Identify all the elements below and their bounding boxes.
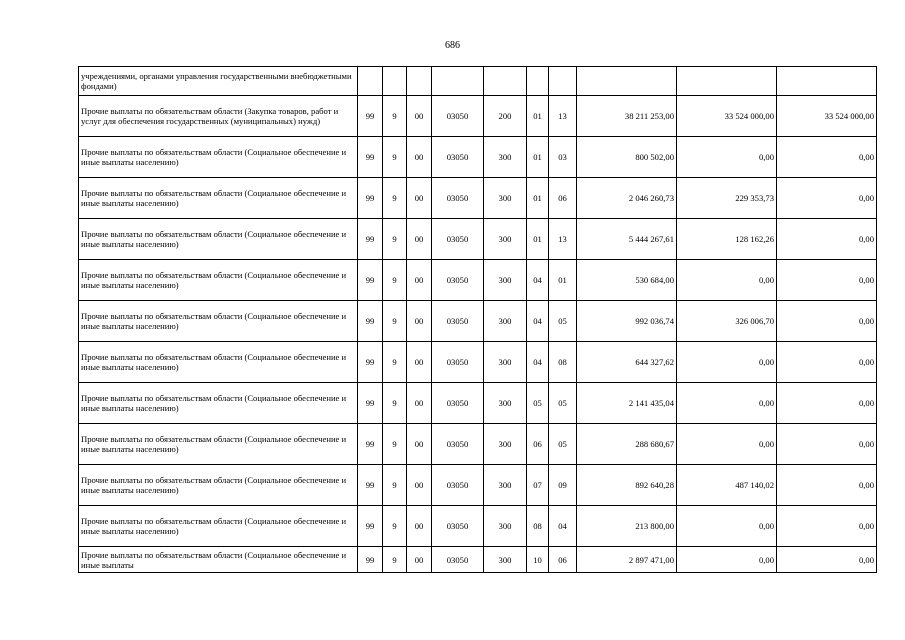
- amount-cell: 213 800,00: [577, 506, 677, 547]
- code-cell: [407, 67, 432, 96]
- code-cell: 04: [527, 301, 549, 342]
- row-description: учреждениями, органами управления государственными внебюджетными фондами): [79, 67, 358, 96]
- row-description: Прочие выплаты по обязательствам области (Социальное обеспечение и иные выплаты населению): [79, 178, 358, 219]
- code-cell: 07: [527, 465, 549, 506]
- amount-cell: 2 141 435,04: [577, 383, 677, 424]
- amount-cell: 0,00: [677, 383, 777, 424]
- code-cell: 00: [407, 465, 432, 506]
- code-cell: 99: [358, 301, 383, 342]
- code-cell: 300: [484, 547, 527, 573]
- code-cell: 99: [358, 506, 383, 547]
- amount-cell: [577, 67, 677, 96]
- table-row: [79, 96, 877, 137]
- code-cell: 9: [383, 137, 407, 178]
- amount-cell: 0,00: [677, 424, 777, 465]
- code-cell: 300: [484, 506, 527, 547]
- code-cell: 9: [383, 506, 407, 547]
- code-cell: 00: [407, 219, 432, 260]
- code-cell: 05: [549, 301, 577, 342]
- row-description: Прочие выплаты по обязательствам области (Социальное обеспечение и иные выплаты населению): [79, 137, 358, 178]
- code-cell: 06: [549, 547, 577, 573]
- table-row: [79, 383, 877, 424]
- code-cell: 300: [484, 424, 527, 465]
- code-cell: 200: [484, 96, 527, 137]
- table-row: [79, 219, 877, 260]
- code-cell: 9: [383, 383, 407, 424]
- code-cell: 300: [484, 383, 527, 424]
- code-cell: 9: [383, 424, 407, 465]
- amount-cell: 0,00: [677, 137, 777, 178]
- code-cell: 03050: [432, 137, 484, 178]
- code-cell: 00: [407, 547, 432, 573]
- table-row: [79, 465, 877, 506]
- amount-cell: [777, 67, 877, 96]
- amount-cell: 0,00: [677, 260, 777, 301]
- code-cell: 99: [358, 424, 383, 465]
- amount-cell: 0,00: [777, 301, 877, 342]
- code-cell: 300: [484, 342, 527, 383]
- code-cell: 01: [549, 260, 577, 301]
- code-cell: 00: [407, 260, 432, 301]
- amount-cell: 2 046 260,73: [577, 178, 677, 219]
- code-cell: 9: [383, 301, 407, 342]
- amount-cell: 33 524 000,00: [677, 96, 777, 137]
- amount-cell: 0,00: [777, 178, 877, 219]
- amount-cell: 0,00: [677, 342, 777, 383]
- code-cell: 9: [383, 547, 407, 573]
- row-description: Прочие выплаты по обязательствам области (Социальное обеспечение и иные выплаты населению): [79, 301, 358, 342]
- code-cell: 03050: [432, 301, 484, 342]
- amount-cell: 288 680,67: [577, 424, 677, 465]
- amount-cell: [677, 67, 777, 96]
- code-cell: 9: [383, 342, 407, 383]
- amount-cell: 487 140,02: [677, 465, 777, 506]
- code-cell: [527, 67, 549, 96]
- code-cell: 04: [549, 506, 577, 547]
- code-cell: 06: [527, 424, 549, 465]
- code-cell: 9: [383, 96, 407, 137]
- row-description: Прочие выплаты по обязательствам области (Закупка товаров, работ и услуг для обеспечения государственных (муниципальных) нужд): [79, 96, 358, 137]
- code-cell: 03050: [432, 219, 484, 260]
- code-cell: 08: [527, 506, 549, 547]
- amount-cell: 530 684,00: [577, 260, 677, 301]
- table-row: [79, 424, 877, 465]
- code-cell: [549, 67, 577, 96]
- table-row: [79, 547, 877, 573]
- code-cell: 01: [527, 219, 549, 260]
- code-cell: 03050: [432, 424, 484, 465]
- row-description: Прочие выплаты по обязательствам области (Социальное обеспечение и иные выплаты населению): [79, 424, 358, 465]
- code-cell: 00: [407, 178, 432, 219]
- code-cell: 300: [484, 301, 527, 342]
- amount-cell: 0,00: [777, 342, 877, 383]
- code-cell: [432, 67, 484, 96]
- code-cell: 99: [358, 465, 383, 506]
- row-description: Прочие выплаты по обязательствам области (Социальное обеспечение и иные выплаты населению): [79, 342, 358, 383]
- code-cell: 13: [549, 96, 577, 137]
- code-cell: 03050: [432, 465, 484, 506]
- amount-cell: 800 502,00: [577, 137, 677, 178]
- row-description: Прочие выплаты по обязательствам области (Социальное обеспечение и иные выплаты населению): [79, 506, 358, 547]
- code-cell: 9: [383, 219, 407, 260]
- amount-cell: 0,00: [777, 260, 877, 301]
- amount-cell: 0,00: [677, 547, 777, 573]
- amount-cell: 5 444 267,61: [577, 219, 677, 260]
- table-row: [79, 342, 877, 383]
- code-cell: 01: [527, 178, 549, 219]
- table-body: [79, 67, 877, 573]
- code-cell: 09: [549, 465, 577, 506]
- amount-cell: 0,00: [777, 137, 877, 178]
- code-cell: 04: [527, 342, 549, 383]
- code-cell: 01: [527, 96, 549, 137]
- table-row: [79, 178, 877, 219]
- code-cell: 01: [527, 137, 549, 178]
- code-cell: 05: [549, 383, 577, 424]
- code-cell: 03050: [432, 383, 484, 424]
- amount-cell: 0,00: [777, 424, 877, 465]
- code-cell: 9: [383, 260, 407, 301]
- amount-cell: 892 640,28: [577, 465, 677, 506]
- code-cell: 00: [407, 342, 432, 383]
- table-row: [79, 301, 877, 342]
- code-cell: 00: [407, 137, 432, 178]
- amount-cell: 0,00: [777, 383, 877, 424]
- code-cell: [383, 67, 407, 96]
- amount-cell: 0,00: [777, 547, 877, 573]
- code-cell: 03050: [432, 260, 484, 301]
- code-cell: 00: [407, 383, 432, 424]
- code-cell: 9: [383, 465, 407, 506]
- amount-cell: 33 524 000,00: [777, 96, 877, 137]
- code-cell: 300: [484, 178, 527, 219]
- amount-cell: 38 211 253,00: [577, 96, 677, 137]
- code-cell: 03050: [432, 342, 484, 383]
- code-cell: 03050: [432, 547, 484, 573]
- amount-cell: 992 036,74: [577, 301, 677, 342]
- amount-cell: 0,00: [777, 219, 877, 260]
- table-row: [79, 67, 877, 96]
- amount-cell: 0,00: [777, 506, 877, 547]
- code-cell: 08: [549, 342, 577, 383]
- code-cell: 00: [407, 424, 432, 465]
- amount-cell: 128 162,26: [677, 219, 777, 260]
- code-cell: 99: [358, 178, 383, 219]
- code-cell: 99: [358, 547, 383, 573]
- code-cell: 99: [358, 137, 383, 178]
- code-cell: 05: [527, 383, 549, 424]
- code-cell: 03050: [432, 506, 484, 547]
- code-cell: 300: [484, 219, 527, 260]
- row-description: Прочие выплаты по обязательствам области (Социальное обеспечение и иные выплаты населению): [79, 465, 358, 506]
- code-cell: 99: [358, 219, 383, 260]
- table-row: [79, 260, 877, 301]
- code-cell: 300: [484, 137, 527, 178]
- amount-cell: 0,00: [677, 506, 777, 547]
- row-description: Прочие выплаты по обязательствам области (Социальное обеспечение и иные выплаты населению): [79, 219, 358, 260]
- code-cell: 03050: [432, 178, 484, 219]
- row-description: Прочие выплаты по обязательствам области (Социальное обеспечение и иные выплаты: [79, 547, 358, 573]
- code-cell: 06: [549, 178, 577, 219]
- code-cell: 13: [549, 219, 577, 260]
- code-cell: 03: [549, 137, 577, 178]
- page-number: 686: [445, 40, 460, 51]
- code-cell: 300: [484, 260, 527, 301]
- code-cell: 04: [527, 260, 549, 301]
- code-cell: 05: [549, 424, 577, 465]
- code-cell: 00: [407, 506, 432, 547]
- amount-cell: 326 006,70: [677, 301, 777, 342]
- amount-cell: 644 327,62: [577, 342, 677, 383]
- table-row: [79, 137, 877, 178]
- code-cell: [484, 67, 527, 96]
- code-cell: 10: [527, 547, 549, 573]
- code-cell: 00: [407, 96, 432, 137]
- row-description: Прочие выплаты по обязательствам области (Социальное обеспечение и иные выплаты населению): [79, 260, 358, 301]
- code-cell: 99: [358, 383, 383, 424]
- amount-cell: 2 897 471,00: [577, 547, 677, 573]
- amount-cell: 229 353,73: [677, 178, 777, 219]
- code-cell: 300: [484, 465, 527, 506]
- budget-table: [78, 66, 877, 573]
- code-cell: [358, 67, 383, 96]
- code-cell: 03050: [432, 96, 484, 137]
- code-cell: 99: [358, 342, 383, 383]
- code-cell: 99: [358, 260, 383, 301]
- row-description: Прочие выплаты по обязательствам области (Социальное обеспечение и иные выплаты населению): [79, 383, 358, 424]
- code-cell: 9: [383, 178, 407, 219]
- amount-cell: 0,00: [777, 465, 877, 506]
- code-cell: 99: [358, 96, 383, 137]
- table-row: [79, 506, 877, 547]
- code-cell: 00: [407, 301, 432, 342]
